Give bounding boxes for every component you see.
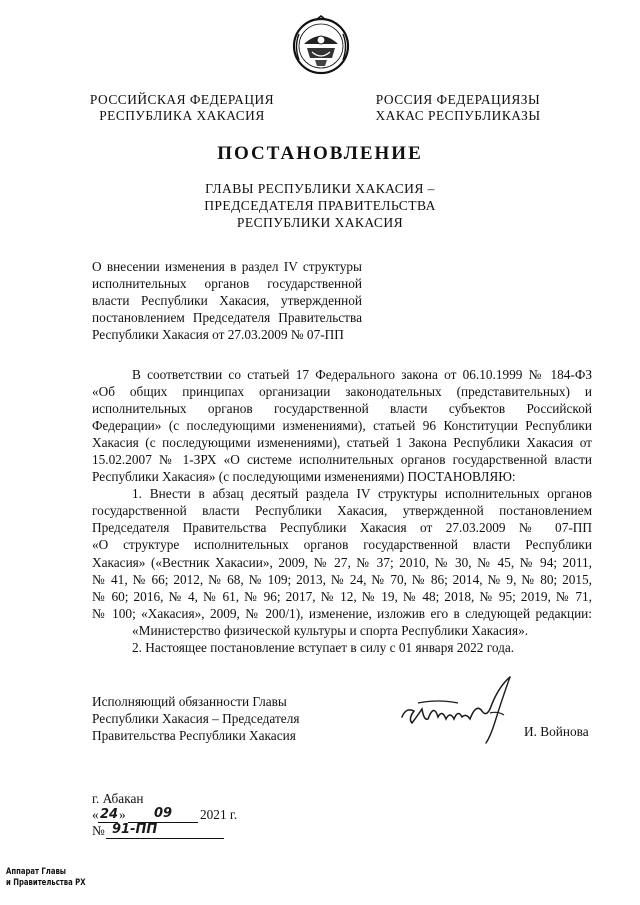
stamp-line: Аппарат Главы: [6, 867, 67, 877]
number-underline: [106, 838, 224, 839]
header-left-line: РЕСПУБЛИКА ХАКАСИЯ: [99, 108, 265, 123]
body-line: Хакасия» («Вестник Хакасии», 2009, № 27, № 37; 2010, № 30, № 45, № 94; 2011,: [92, 554, 592, 570]
body-line: 1. Внести в абзац десятый раздела IV структуры исполнительных органов: [132, 486, 592, 502]
subject-line: постановлением Председателя Правительства: [92, 310, 362, 325]
subtitle-line: РЕСПУБЛИКИ ХАКАСИЯ: [236, 215, 404, 230]
date-month: 09: [154, 806, 173, 821]
body-line: № 60; 2016, № 4, № 61, № 96; 2017, № 12, № 19, № 48; 2018, № 95; 2019, № 71,: [92, 588, 592, 604]
subject-line: О внесении изменения в раздел IV структуры: [92, 259, 362, 274]
body-line: 15.02.2007 № 1-ЗРХ «О системе исполнительных органов государственной власти: [92, 452, 592, 468]
date-close-quote: »: [119, 807, 126, 822]
document-title: ПОСТАНОВЛЕНИЕ: [217, 143, 423, 164]
number-row: [92, 823, 252, 841]
header-left: [82, 92, 282, 124]
number-prefix: №: [92, 823, 105, 838]
body-line: «О структуре исполнительных органов государственной власти Республики: [92, 537, 592, 553]
body-line: «Министерство физической культуры и спорта Республики Хакасия».: [132, 622, 529, 638]
subject-line: Республики Хакасия от 27.03.2009 № 07-ПП: [92, 327, 344, 342]
subtitle-line: ГЛАВЫ РЕСПУБЛИКИ ХАКАСИЯ –: [205, 181, 435, 196]
date-open-quote: «: [92, 807, 99, 822]
body-line: Хакасия (с последующими изменениями), статьей 1 Закона Республики Хакасия от: [92, 435, 592, 451]
body-line: 2. Настоящее постановление вступает в силу с 01 января 2022 года.: [132, 639, 515, 655]
header-right: [364, 92, 552, 124]
header-left-line: РОССИЙСКАЯ ФЕДЕРАЦИЯ: [89, 92, 275, 107]
subtitle-line: ПРЕДСЕДАТЕЛЯ ПРАВИТЕЛЬСТВА: [204, 198, 436, 213]
body-line: В соответствии со статьей 17 Федерального закона от 06.10.1999 № 184-ФЗ: [132, 367, 592, 382]
body-line: № 100; «Хакасия», 2009, № 200/1), изменение, изложив его в следующей редакции:: [92, 605, 592, 621]
body-line: № 41, № 66; 2012, № 68, № 109; 2013, № 24, № 70, № 86; 2014, № 9, № 80; 2015,: [92, 571, 592, 587]
signatory-position: [92, 693, 332, 744]
stamp-line: и Правительства РХ: [6, 878, 86, 888]
header-right-line: ХАКАС РЕСПУБЛИКАЗЫ: [375, 108, 541, 123]
number-value: 91-ПП: [112, 822, 158, 837]
signatory-name: И. Войнова: [524, 724, 589, 739]
subject-line: власти Республики Хакасия, утвержденной: [92, 293, 362, 308]
date-day: 24: [100, 807, 119, 822]
document-body: [92, 366, 592, 656]
signatory-position-line: Правительства Республики Хакасия: [92, 728, 296, 743]
document-subtitle: [150, 180, 490, 231]
header-right-line: РОССИЯ ФЕДЕРАЦИЯЗЫ: [375, 92, 541, 107]
document-subject: [92, 258, 362, 343]
body-line: Председателя Правительства Республики Хакасия от 27.03.2009 № 07-ПП: [92, 520, 592, 536]
date-year: 2021 г.: [200, 807, 238, 822]
subject-line: исполнительных органов государственной: [92, 276, 362, 291]
body-line: государственной власти Республики Хакасия, утвержденной постановлением: [92, 503, 592, 519]
body-line: Федерации» (с последующими изменениями), статьей 96 Конституции Республики: [92, 418, 592, 434]
place: г. Абакан: [92, 791, 144, 806]
body-line: Республики Хакасия» (с последующими изменениями) ПОСТАНОВЛЯЮ:: [92, 469, 516, 485]
coat-of-arms-icon: [282, 14, 360, 78]
signatory-position-line: Исполняющий обязанности Главы: [92, 694, 287, 709]
registration-stamp: [6, 867, 94, 889]
body-line: «Об общих принципах организации законодательных (представительных) и: [92, 384, 592, 400]
handwritten-signature: [398, 673, 530, 749]
signatory-position-line: Республики Хакасия – Председателя: [92, 711, 300, 726]
body-line: исполнительных органов государственной власти субъектов Российской: [92, 401, 592, 417]
